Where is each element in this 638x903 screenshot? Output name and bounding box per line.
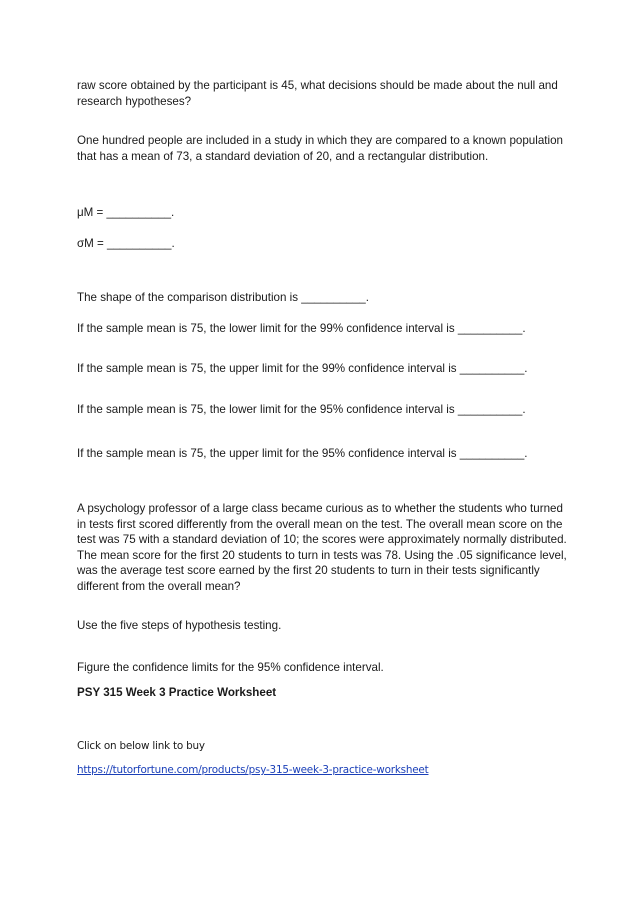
- ci95-upper-question: If the sample mean is 75, the upper limit for the 95% confidence interval is __________.: [77, 447, 528, 460]
- click-to-buy-text: Click on below link to buy: [77, 740, 205, 752]
- paragraph-hypotheses: raw score obtained by the participant is 45, what decisions should be made about the null and research hypotheses?: [77, 79, 562, 108]
- ci99-upper-question: If the sample mean is 75, the upper limit for the 99% confidence interval is __________.: [77, 362, 528, 375]
- sigma-m-blank: σM = __________.: [77, 237, 175, 250]
- paragraph-professor: A psychology professor of a large class became curious as to whether the students who turned in tests first scored differently from the overall mean on the test. The overall mean score on the test was 75 with a standard deviation of 10; the scores were approximately normally distributed. The mean score for the first 20 students to turn in tests was 78. Using the .05 significance level, was the average test score earned by the first 20 students to turn in their tests significantly different from the overall mean?: [77, 502, 570, 593]
- mu-m-blank: μM = __________.: [77, 206, 175, 219]
- shape-question: The shape of the comparison distribution is __________.: [77, 291, 369, 304]
- ci95-lower-question: If the sample mean is 75, the lower limit for the 95% confidence interval is __________.: [77, 403, 526, 416]
- product-link[interactable]: https://tutorfortune.com/products/psy-315-week-3-practice-worksheet: [77, 764, 429, 776]
- ci99-lower-question: If the sample mean is 75, the lower limit for the 99% confidence interval is __________.: [77, 322, 526, 335]
- five-steps-instruction: Use the five steps of hypothesis testing.: [77, 619, 282, 632]
- confidence-limits-instruction: Figure the confidence limits for the 95% confidence interval.: [77, 661, 384, 674]
- worksheet-title: PSY 315 Week 3 Practice Worksheet: [77, 686, 277, 699]
- paragraph-study: One hundred people are included in a study in which they are compared to a known population that has a mean of 73, a standard deviation of 20, and a rectangular distribution.: [77, 134, 567, 163]
